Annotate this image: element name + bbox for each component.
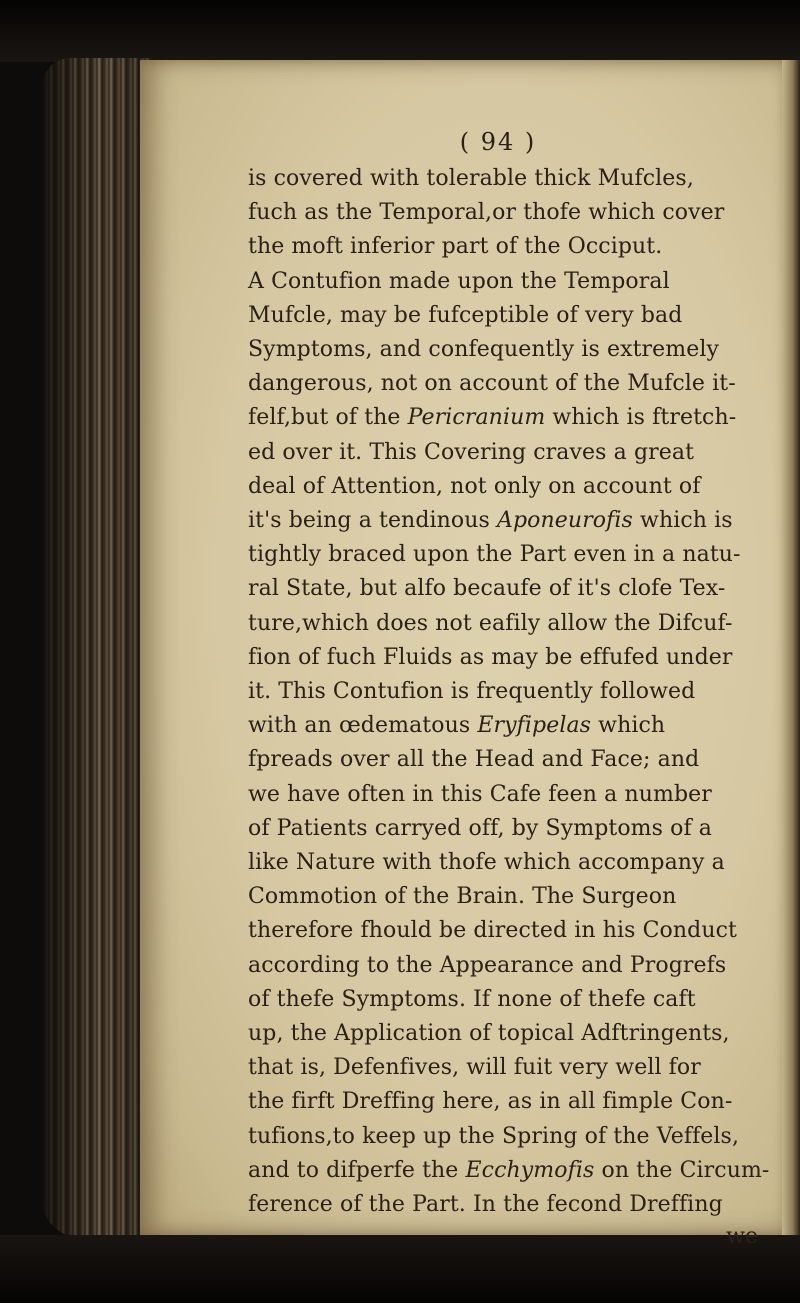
text-line: deal of Attention, not only on account of (248, 473, 701, 499)
text-line: tufions,to keep up the Spring of the Veffels, (248, 1123, 740, 1149)
text-line: it's being a tendinous Aponeurofis which is (248, 508, 733, 534)
text-line: that is, Defenfives, will fuit very well for (248, 1055, 701, 1081)
text-line: Symptoms, and confequently is extremely (248, 337, 720, 363)
italic-term: Eryfipelas (477, 713, 592, 739)
text-line: ral State, but alfo becaufe of it's clofe Tex- (248, 576, 726, 602)
text-line: we have often in this Cafe feen a number (248, 781, 712, 807)
text-line: therefore fhould be directed in his Conduct (248, 918, 737, 944)
text-line: ference of the Part. In the fecond Dreffing (248, 1192, 723, 1218)
catchword: we (726, 1224, 758, 1250)
italic-term: Pericranium (407, 405, 546, 431)
text-line: fion of fuch Fluids as may be effufed under (248, 644, 733, 670)
text-line: up, the Application of topical Adftringents, (248, 1021, 730, 1047)
text-line: it. This Contufion is frequently followed (248, 679, 696, 705)
text-line: the firft Dreffing here, as in all fimple Con- (248, 1089, 733, 1115)
page-text (248, 128, 788, 1252)
scan-background-top (0, 0, 800, 62)
text-lines (248, 162, 788, 1222)
italic-term: Ecchymofis (465, 1157, 595, 1183)
italic-term: Aponeurofis (497, 508, 633, 534)
text-line: felf,but of the Pericranium which is ftretch- (248, 405, 737, 431)
text-line: fuch as the Temporal,or thofe which cover (248, 200, 725, 226)
text-line: of Patients carryed off, by Symptoms of a (248, 815, 713, 841)
text-line: dangerous, not on account of the Mufcle it- (248, 371, 736, 397)
text-line: is covered with tolerable thick Mufcles, (248, 166, 694, 191)
page-number: ( 94 ) (459, 128, 537, 156)
text-line: Commotion of the Brain. The Surgeon (248, 884, 677, 910)
text-line: ture,which does not eafily allow the Difcuf- (248, 610, 733, 636)
text-line: ed over it. This Covering craves a great (248, 439, 695, 465)
text-line: like Nature with thofe which accompany a (248, 850, 725, 876)
text-line: and to difperfe the Ecchymofis on the Circum- (248, 1157, 770, 1183)
text-line: the moft inferior part of the Occiput. (248, 234, 663, 260)
text-line: A Contufion made upon the Temporal (248, 268, 670, 294)
text-line: of thefe Symptoms. If none of thefe caft (248, 986, 696, 1012)
text-line: with an œdematous Eryfipelas which (248, 713, 666, 739)
text-line: tightly braced upon the Part even in a natu- (248, 542, 741, 568)
text-line: according to the Appearance and Progrefs (248, 952, 727, 978)
text-line: fpreads over all the Head and Face; and (248, 747, 700, 773)
text-line: Mufcle, may be fufceptible of very bad (248, 302, 683, 328)
page-stack-shadow (42, 58, 152, 1238)
